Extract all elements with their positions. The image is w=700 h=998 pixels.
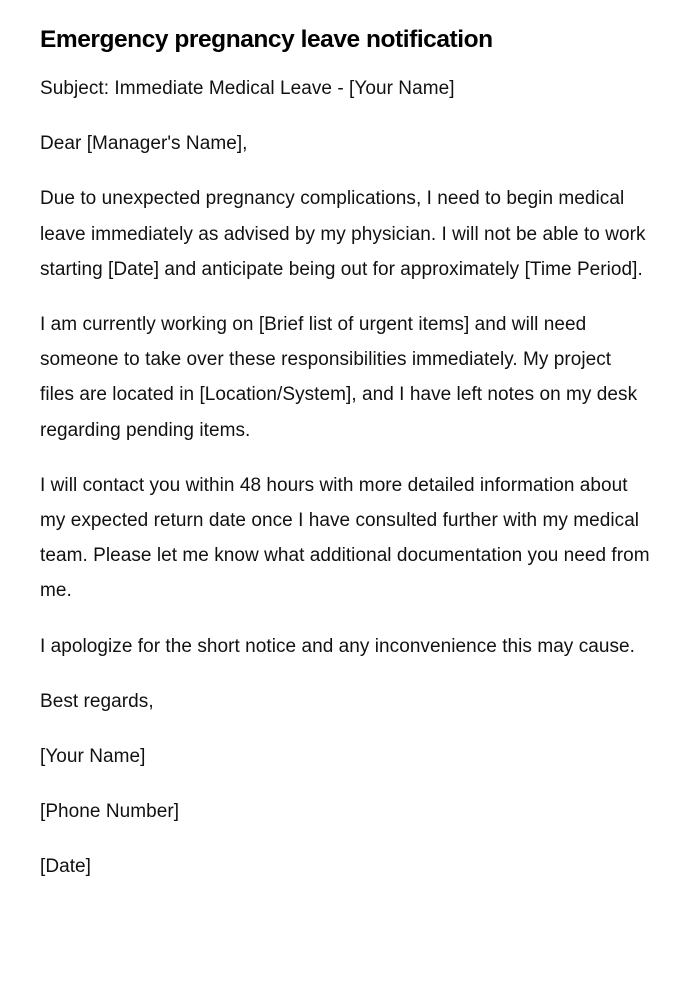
body-paragraph-followup: I will contact you within 48 hours with more detailed information about my expected return date once I have consulted further with my medical team. Please let me know what additional documentation you need from me. xyxy=(40,474,650,602)
signature-name: [Your Name] xyxy=(40,746,146,768)
salutation: Dear [Manager's Name], xyxy=(40,133,248,155)
body-paragraph-apology: I apologize for the short notice and any inconvenience this may cause. xyxy=(40,635,635,657)
letter-document xyxy=(40,22,650,905)
signature-date: [Date] xyxy=(40,856,91,878)
closing: Best regards, xyxy=(40,690,154,712)
body-paragraph-handover: I am currently working on [Brief list of urgent items] and will need someone to take over these responsibilities immediately. My project files are located in [Location/System], and I have left notes on my desk regarding pending items. xyxy=(40,314,638,441)
document-title: Emergency pregnancy leave notification xyxy=(40,26,493,53)
signature-phone: [Phone Number] xyxy=(40,801,180,823)
body-paragraph-complications: Due to unexpected pregnancy complications, I need to begin medical leave immediately as advised by my physician. I will not be able to work starting [Date] and anticipate being out for approximately [Time Period]. xyxy=(40,188,646,280)
subject-line: Subject: Immediate Medical Leave - [Your Name] xyxy=(40,78,455,99)
